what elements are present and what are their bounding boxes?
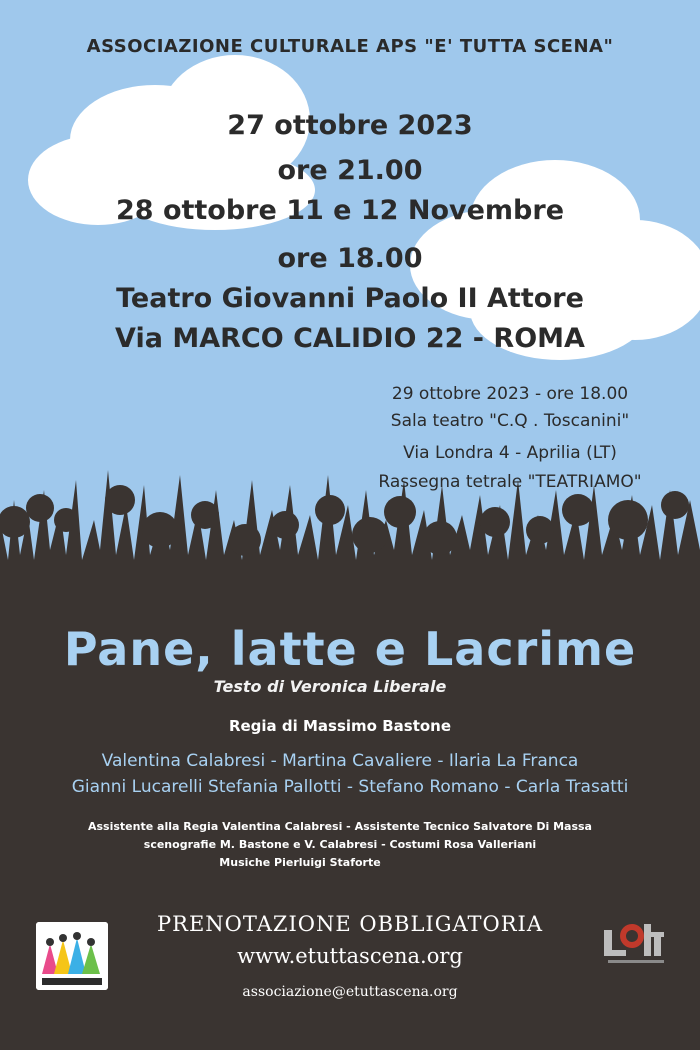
venue-name: Teatro Giovanni Paolo II Attore bbox=[116, 283, 584, 314]
email-link[interactable]: associazione@etuttascena.org bbox=[242, 984, 458, 1000]
cast-line-2: Gianni Lucarelli Stefania Pallotti - Stefano Romano - Carla Trasatti bbox=[71, 777, 629, 797]
credits-line-2: scenografie M. Bastone e V. Calabresi - Costumi Rosa Valleriani bbox=[143, 838, 537, 851]
credits-line-3: Musiche Pierluigi Staforte bbox=[219, 856, 381, 869]
e-tutta-scena-logo-icon bbox=[36, 922, 108, 990]
play-director: Regia di Massimo Bastone bbox=[228, 717, 452, 735]
venue-address: Via MARCO CALIDIO 22 - ROMA bbox=[115, 323, 585, 354]
extra-show-date: 29 ottobre 2023 - ore 18.00 bbox=[391, 384, 629, 404]
time-second: ore 18.00 bbox=[277, 243, 423, 274]
extra-show-festival: Rassegna tetrale "TEATRIAMO" bbox=[378, 472, 642, 492]
association-name: ASSOCIAZIONE CULTURALE APS "E' TUTTA SCENA" bbox=[86, 36, 614, 57]
cast-line-1: Valentina Calabresi - Martina Cavaliere - Ilaria La Franca bbox=[101, 751, 579, 771]
play-author: Testo di Veronica Liberale bbox=[213, 677, 447, 696]
uilt-logo-icon bbox=[600, 916, 668, 966]
play-title: Pane, latte e Lacrime bbox=[63, 622, 637, 676]
credits-line-1: Assistente alla Regia Valentina Calabresi - Assistente Tecnico Salvatore Di Massa bbox=[88, 820, 592, 833]
website-link[interactable]: www.etuttascena.org bbox=[237, 944, 463, 968]
time-first: ore 21.00 bbox=[277, 155, 423, 186]
booking-label: PRENOTAZIONE OBBLIGATORIA bbox=[157, 912, 543, 936]
date-second: 28 ottobre 11 e 12 Novembre bbox=[115, 195, 565, 226]
date-first: 27 ottobre 2023 bbox=[227, 110, 473, 141]
extra-show-venue: Sala teatro "C.Q . Toscanini" bbox=[390, 411, 630, 431]
extra-show-address: Via Londra 4 - Aprilia (LT) bbox=[403, 443, 617, 463]
